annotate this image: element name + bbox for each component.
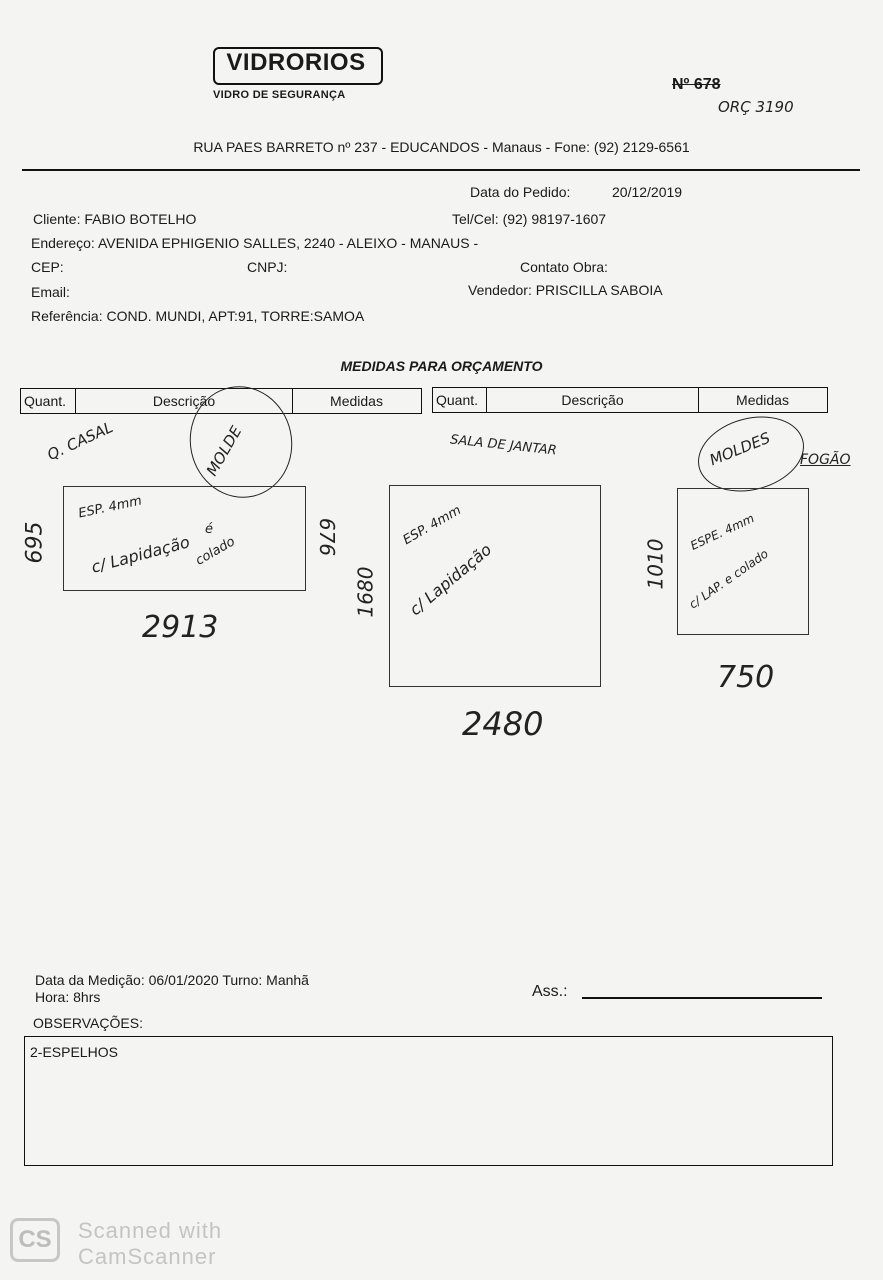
width-measure: 2480 [462,705,544,743]
scanner-watermark [78,1218,222,1270]
room-label: Q. CASAL [44,418,116,464]
room-label: SALA DE JANTAR [449,432,558,459]
col-descricao: Descrição [76,389,293,413]
client-address: Endereço: AVENIDA EPHIGENIO SALLES, 2240 - ALEIXO - MANAUS - [31,235,479,251]
col-quant: Quant. [21,389,76,413]
camscanner-logo-icon: CS [10,1218,60,1262]
signature-line [582,997,822,999]
company-tagline: VIDRO DE SEGURANÇA [213,89,346,101]
spec-text: c/ LAP. e colado [686,546,771,612]
reference-field: Referência: COND. MUNDI, APT:91, TORRE:SAMOA [31,308,365,324]
col-quant: Quant. [433,388,487,412]
watermark-line: CamScanner [78,1244,217,1269]
order-date-value: 20/12/2019 [612,184,683,200]
height-measure: 1010 [643,538,668,590]
watermark-line: Scanned with [78,1218,223,1243]
height-measure: 695 [22,521,48,564]
height-measure: 676 [315,517,340,557]
email-field: Email: [31,284,70,300]
section-title: MEDIDAS PARA ORÇAMENTO [340,358,543,374]
width-measure: 750 [717,660,775,695]
col-descricao: Descrição [487,388,699,412]
width-measure: 2913 [142,610,219,645]
observations-text: 2-ESPELHOS [30,1044,118,1060]
spec-text: colado [193,534,238,569]
company-address: RUA PAES BARRETO nº 237 - EDUCANDOS - Manaus - Fone: (92) 2129-6561 [193,139,690,155]
height-measure: 1680 [353,566,378,618]
measure-hour: Hora: 8hrs [35,989,101,1005]
table-header-right [432,387,828,413]
observations-label: OBSERVAÇÕES: [33,1015,143,1031]
handwritten-budget-code: ORÇ 3190 [718,98,794,116]
spec-text: ESP. 4mm [77,493,144,522]
order-date-label: Data do Pedido: [470,184,571,200]
room-label: FOGÃO [800,452,851,468]
measure-date: Data da Medição: 06/01/2020 Turno: Manhã [35,972,309,988]
client-phone: Tel/Cel: (92) 98197-1607 [452,211,607,227]
spec-text: ESP. 4mm [400,502,464,549]
signature-label: Ass.: [532,983,568,1000]
spec-text: c/ Lapidação [89,532,192,577]
order-number: Nº 678 [672,76,721,93]
header-divider [22,169,860,171]
col-medidas: Medidas [330,393,383,409]
cep-field: CEP: [31,259,64,275]
cnpj-field: CNPJ: [247,259,288,275]
spec-text: ESPE. 4mm [688,511,757,553]
observations-box [24,1036,833,1166]
mold-tag: MOLDE [202,423,246,479]
client-name: Cliente: FABIO BOTELHO [33,211,197,227]
contact-field: Contato Obra: [520,259,608,275]
spec-text: é [205,522,213,537]
mold-tag: MOLDES [706,428,773,470]
seller-field: Vendedor: PRISCILLA SABOIA [468,282,663,298]
col-medidas: Medidas [736,392,789,408]
company-logo: VIDRORIOS [226,49,366,76]
glass-panel-sketch [389,485,601,687]
spec-text: c/ Lapidação [405,539,496,620]
